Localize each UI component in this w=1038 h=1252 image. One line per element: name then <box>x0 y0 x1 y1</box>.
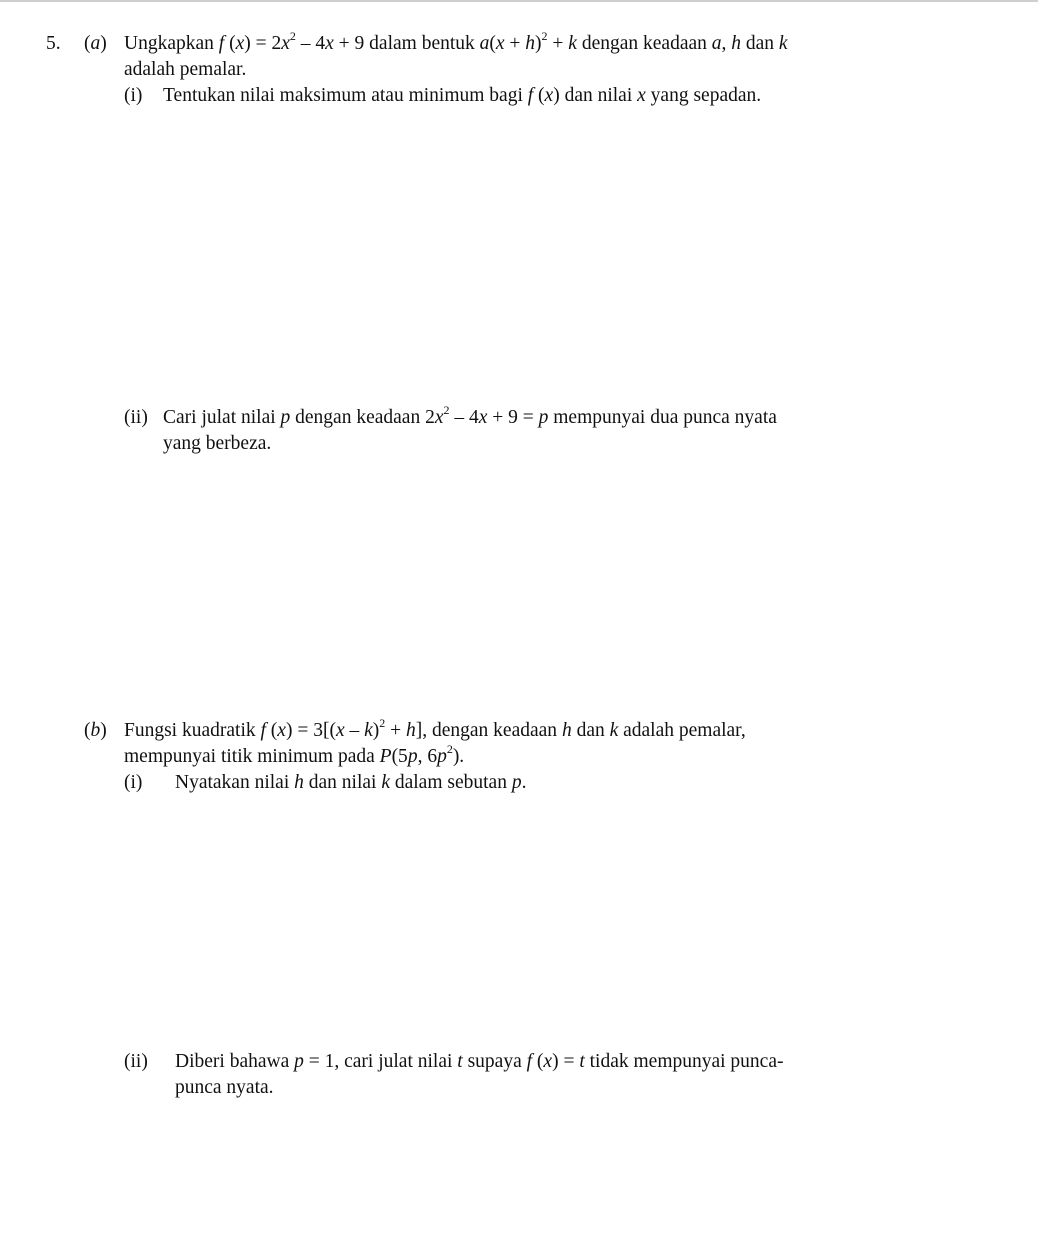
part-b-statement: Fungsi kuadratik f (x) = 3[(x – k)$^2$ + h], dengan keadaan h dan k adalah pemalar, <box>124 716 746 741</box>
part-b-ii-question: Diberi bahawa p = 1, cari julat nilai t supaya f (x) = t tidak mempunyai punca- <box>175 1051 784 1072</box>
part-b-ii-question-cont: punca nyata. <box>175 1077 274 1098</box>
part-b-i-question: Nyatakan nilai h dan nilai k dalam sebutan p. <box>175 772 527 793</box>
part-b-ii-label: (ii) <box>124 1051 148 1072</box>
part-b-label: (b) <box>84 720 107 741</box>
part-a-ii-label: (ii) <box>124 407 148 428</box>
part-a-ii-question: Cari julat nilai p dengan keadaan $2x^2 - 4x + 9 = p$ mempunyai dua punca nyata <box>163 403 777 428</box>
part-a-i-label: (i) <box>124 85 143 106</box>
part-a-label: (a) <box>84 33 107 54</box>
question-number: 5. <box>46 33 61 54</box>
part-b-statement-cont: mempunyai titik minimum pada P(5p, $6p^2$). <box>124 742 465 767</box>
part-a-ii-question-cont: yang berbeza. <box>163 433 272 454</box>
part-a-i-question: Tentukan nilai maksimum atau minimum bagi f (x) dan nilai x yang sepadan. <box>163 85 762 106</box>
part-b-i-label: (i) <box>124 772 143 793</box>
part-a-statement: Ungkapkan f $(x) = 2x^2 - 4x + 9$ dalam bentuk $a(x + h)^2 + k$ dengan keadaan a, h dan k <box>124 29 788 54</box>
part-a-statement-cont: adalah pemalar. <box>124 59 247 80</box>
top-divider <box>0 0 1038 2</box>
